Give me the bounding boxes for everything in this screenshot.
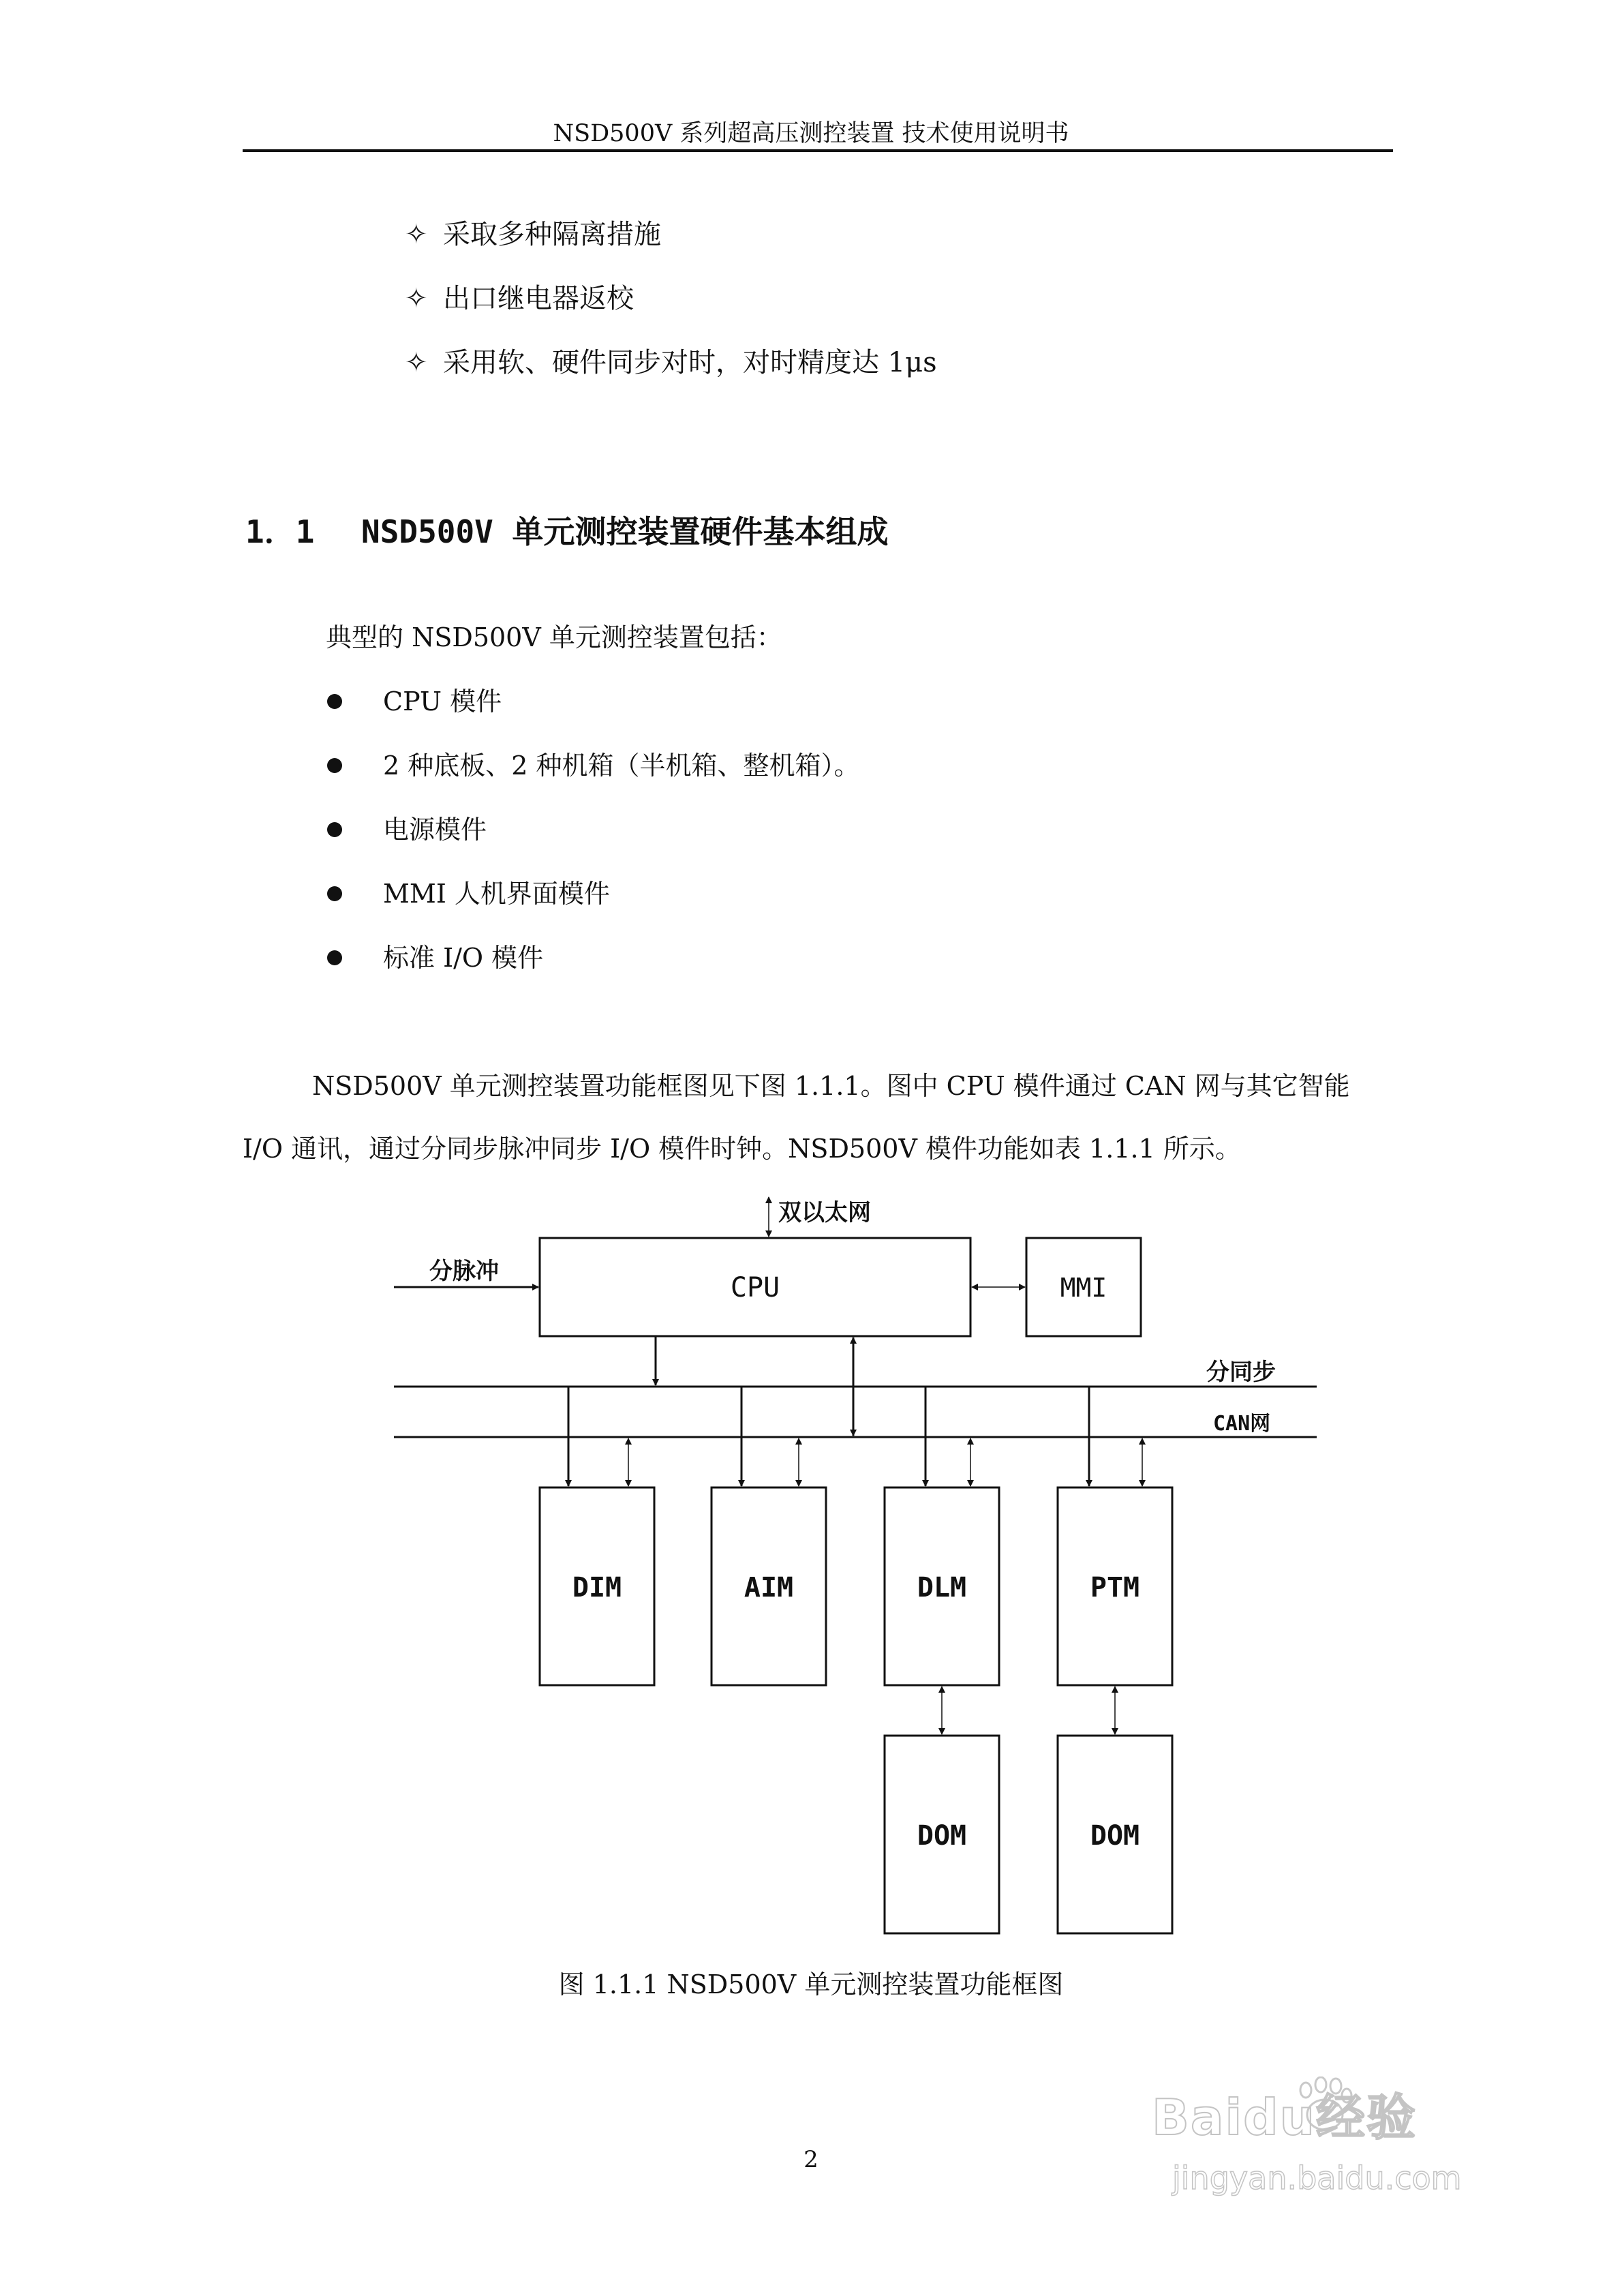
feature-text: 出口继电器返校 (443, 283, 634, 314)
diamond-star-icon: ✧ (405, 219, 428, 250)
can-bus-label: CAN网 (1213, 1412, 1271, 1436)
list-item-text: 标准 I/O 模件 (383, 943, 544, 973)
dim-label: DIM (572, 1572, 622, 1603)
section-title: NSD500V 单元测控装置硬件基本组成 (361, 513, 889, 550)
pulse-label: 分脉冲 (429, 1258, 499, 1285)
diamond-star-icon: ✧ (405, 283, 428, 314)
ethernet-label: 双以太网 (778, 1199, 871, 1226)
watermark-logo (1152, 2076, 1533, 2146)
dom-label-2: DOM (1090, 1820, 1140, 1852)
dlm-label: DLM (917, 1572, 967, 1603)
feature-text: 采用软、硬件同步对时，对时精度达 1μs (443, 347, 937, 378)
paragraph-line: NSD500V 单元测控装置功能框图见下图 1.1.1。图中 CPU 模件通过 CAN 网与其它智能 (312, 1071, 1350, 1101)
paragraph-line: I/O 通讯，通过分同步脉冲同步 I/O 模件时钟。NSD500V 模件功能如表 1.1.1 所示。 (243, 1134, 1241, 1164)
sync-bus-label: 分同步 (1206, 1359, 1276, 1386)
watermark-brand: Baidu经验 (1152, 2089, 1417, 2146)
section-number: 1．1 (245, 513, 315, 550)
dom-label-1: DOM (917, 1820, 967, 1852)
figure-caption: 图 1.1.1 NSD500V 单元测控装置功能框图 (558, 1969, 1064, 1999)
diamond-star-icon: ✧ (405, 347, 428, 378)
aim-label: AIM (744, 1572, 794, 1603)
watermark-url: jingyan.baidu.com (1172, 2160, 1462, 2196)
list-item-text: 电源模件 (383, 815, 487, 845)
running-header: NSD500V 系列超高压测控装置 技术使用说明书 (553, 120, 1069, 147)
list-item-text: 2 种底板、2 种机箱（半机箱、整机箱）。 (383, 751, 860, 781)
list-item-text: CPU 模件 (383, 686, 502, 716)
cpu-label: CPU (730, 1272, 780, 1303)
feature-text: 采取多种隔离措施 (443, 219, 661, 250)
list-item-text: MMI 人机界面模件 (383, 879, 610, 909)
ptm-label: PTM (1090, 1572, 1140, 1603)
mmi-label: MMI (1060, 1273, 1107, 1303)
page-number: 2 (804, 2146, 818, 2173)
intro-text: 典型的 NSD500V 单元测控装置包括： (326, 622, 782, 652)
